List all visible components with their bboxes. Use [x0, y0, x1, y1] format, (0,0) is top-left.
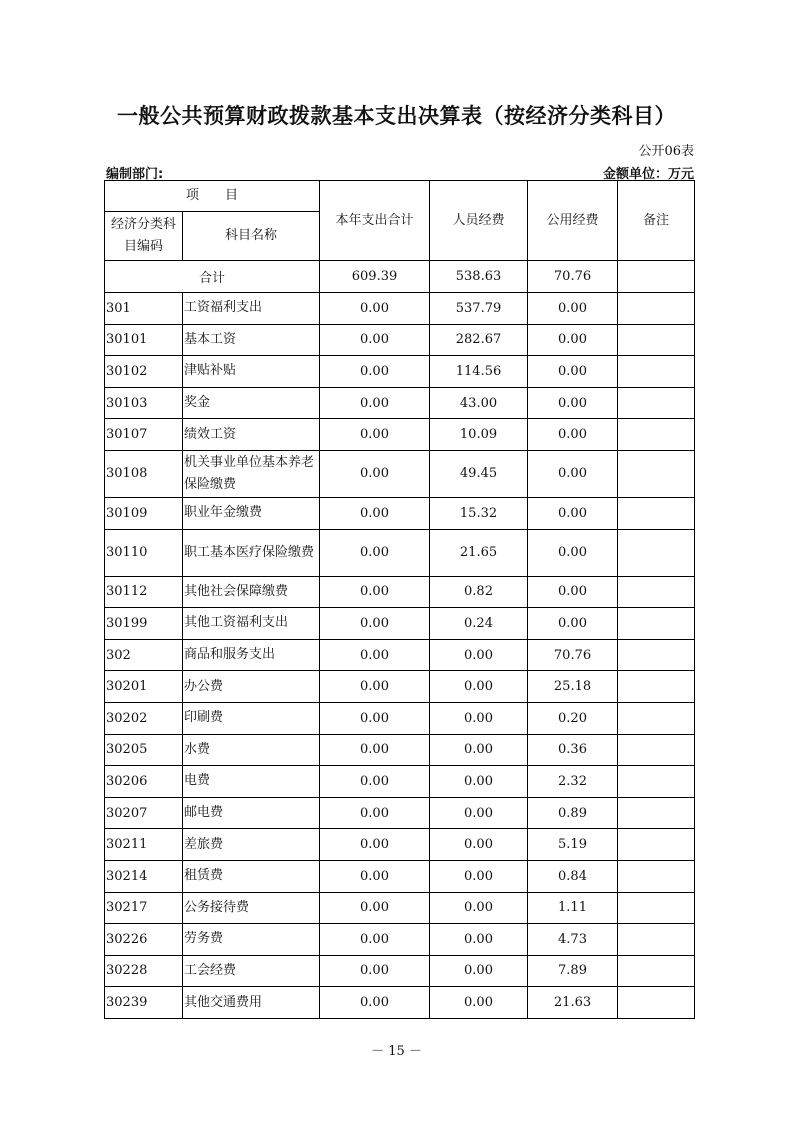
row-code: 30199 — [105, 608, 183, 640]
row-total: 0.00 — [320, 497, 430, 529]
row-name: 奖金 — [183, 387, 320, 419]
row-name: 邮电费 — [183, 797, 320, 829]
row-public: 0.00 — [528, 356, 618, 388]
row-personnel: 0.00 — [430, 892, 528, 924]
table-row — [105, 497, 695, 529]
row-name: 绩效工资 — [183, 419, 320, 451]
row-name: 商品和服务支出 — [183, 639, 320, 671]
row-code: 30112 — [105, 576, 183, 608]
row-total: 0.00 — [320, 450, 430, 497]
table-row — [105, 987, 695, 1019]
row-name: 办公费 — [183, 671, 320, 703]
header-code: 经济分类科目编码 — [105, 212, 183, 261]
row-public: 1.11 — [528, 892, 618, 924]
row-total: 0.00 — [320, 293, 430, 325]
header-total: 本年支出合计 — [320, 181, 430, 261]
total-personnel: 538.63 — [430, 261, 528, 293]
row-total: 0.00 — [320, 734, 430, 766]
total-public: 70.76 — [528, 261, 618, 293]
row-code: 30214 — [105, 860, 183, 892]
row-name: 电费 — [183, 766, 320, 798]
table-row — [105, 702, 695, 734]
header-public: 公用经费 — [528, 181, 618, 261]
row-personnel: 0.24 — [430, 608, 528, 640]
row-code: 30226 — [105, 924, 183, 956]
row-personnel: 537.79 — [430, 293, 528, 325]
row-code: 30101 — [105, 324, 183, 356]
row-code: 30206 — [105, 766, 183, 798]
row-personnel: 0.82 — [430, 576, 528, 608]
row-note — [618, 387, 695, 419]
row-total: 0.00 — [320, 324, 430, 356]
row-public: 0.20 — [528, 702, 618, 734]
form-code: 公开06表 — [638, 144, 694, 159]
row-personnel: 0.00 — [430, 797, 528, 829]
row-personnel: 0.00 — [430, 734, 528, 766]
row-name: 差旅费 — [183, 829, 320, 861]
row-code: 30205 — [105, 734, 183, 766]
expenditure-table — [104, 180, 695, 1019]
table-row — [105, 293, 695, 325]
row-name: 公务接待费 — [183, 892, 320, 924]
row-code: 302 — [105, 639, 183, 671]
row-personnel: 43.00 — [430, 387, 528, 419]
row-personnel: 0.00 — [430, 924, 528, 956]
row-personnel: 10.09 — [430, 419, 528, 451]
row-note — [618, 576, 695, 608]
row-name: 机关事业单位基本养老保险缴费 — [183, 450, 320, 497]
row-name: 基本工资 — [183, 324, 320, 356]
table-row — [105, 955, 695, 987]
row-public: 0.00 — [528, 450, 618, 497]
table-row — [105, 608, 695, 640]
row-code: 30109 — [105, 497, 183, 529]
row-personnel: 0.00 — [430, 671, 528, 703]
table-row — [105, 387, 695, 419]
row-note — [618, 671, 695, 703]
total-note — [618, 261, 695, 293]
table-row — [105, 419, 695, 451]
row-code: 30202 — [105, 702, 183, 734]
row-public: 70.76 — [528, 639, 618, 671]
page-title: 一般公共预算财政拨款基本支出决算表（按经济分类科目） — [117, 104, 676, 128]
row-note — [618, 702, 695, 734]
row-note — [618, 608, 695, 640]
row-note — [618, 734, 695, 766]
row-name: 工会经费 — [183, 955, 320, 987]
table-row — [105, 892, 695, 924]
row-public: 4.73 — [528, 924, 618, 956]
row-note — [618, 797, 695, 829]
row-note — [618, 860, 695, 892]
row-code: 30107 — [105, 419, 183, 451]
row-public: 0.00 — [528, 387, 618, 419]
row-public: 0.00 — [528, 293, 618, 325]
table-row — [105, 829, 695, 861]
row-public: 0.84 — [528, 860, 618, 892]
row-note — [618, 450, 695, 497]
table-row — [105, 797, 695, 829]
table-row — [105, 766, 695, 798]
row-public: 0.00 — [528, 497, 618, 529]
table-row — [105, 924, 695, 956]
row-note — [618, 293, 695, 325]
row-personnel: 282.67 — [430, 324, 528, 356]
header-personnel: 人员经费 — [430, 181, 528, 261]
row-personnel: 0.00 — [430, 987, 528, 1019]
row-personnel: 15.32 — [430, 497, 528, 529]
header-item: 项 目 — [105, 181, 320, 212]
total-label: 合计 — [105, 261, 320, 293]
row-note — [618, 639, 695, 671]
row-name: 职业年金缴费 — [183, 497, 320, 529]
row-code: 301 — [105, 293, 183, 325]
row-name: 津贴补贴 — [183, 356, 320, 388]
row-code: 30211 — [105, 829, 183, 861]
row-personnel: 0.00 — [430, 702, 528, 734]
row-personnel: 0.00 — [430, 766, 528, 798]
row-total: 0.00 — [320, 671, 430, 703]
row-note — [618, 497, 695, 529]
row-code: 30217 — [105, 892, 183, 924]
department-label: 编制部门: — [106, 167, 164, 182]
row-public: 0.00 — [528, 576, 618, 608]
row-code: 30110 — [105, 529, 183, 576]
row-note — [618, 829, 695, 861]
row-code: 30103 — [105, 387, 183, 419]
row-note — [618, 987, 695, 1019]
row-name: 租赁费 — [183, 860, 320, 892]
row-public: 21.63 — [528, 987, 618, 1019]
row-total: 0.00 — [320, 892, 430, 924]
row-public: 2.32 — [528, 766, 618, 798]
row-name: 其他工资福利支出 — [183, 608, 320, 640]
table-row — [105, 450, 695, 497]
header-note: 备注 — [618, 181, 695, 261]
row-total: 0.00 — [320, 955, 430, 987]
table-row — [105, 356, 695, 388]
row-personnel: 49.45 — [430, 450, 528, 497]
row-total: 0.00 — [320, 829, 430, 861]
row-personnel: 0.00 — [430, 955, 528, 987]
table-row — [105, 529, 695, 576]
row-name: 工资福利支出 — [183, 293, 320, 325]
row-personnel: 0.00 — [430, 639, 528, 671]
row-note — [618, 529, 695, 576]
row-public: 0.00 — [528, 419, 618, 451]
row-note — [618, 892, 695, 924]
row-note — [618, 324, 695, 356]
row-code: 30207 — [105, 797, 183, 829]
row-total: 0.00 — [320, 576, 430, 608]
row-public: 5.19 — [528, 829, 618, 861]
row-note — [618, 955, 695, 987]
row-name: 劳务费 — [183, 924, 320, 956]
total-sum: 609.39 — [320, 261, 430, 293]
table-row — [105, 860, 695, 892]
row-public: 0.36 — [528, 734, 618, 766]
row-note — [618, 356, 695, 388]
page-number: － 15 － — [371, 1044, 422, 1059]
row-note — [618, 766, 695, 798]
row-total: 0.00 — [320, 356, 430, 388]
row-public: 0.00 — [528, 529, 618, 576]
row-total: 0.00 — [320, 387, 430, 419]
row-public: 25.18 — [528, 671, 618, 703]
row-name: 印刷费 — [183, 702, 320, 734]
row-personnel: 0.00 — [430, 829, 528, 861]
row-total: 0.00 — [320, 608, 430, 640]
row-total: 0.00 — [320, 419, 430, 451]
row-total: 0.00 — [320, 639, 430, 671]
row-code: 30201 — [105, 671, 183, 703]
row-public: 0.00 — [528, 608, 618, 640]
unit-label: 金额单位：万元 — [602, 167, 694, 182]
row-note — [618, 419, 695, 451]
row-name: 其他交通费用 — [183, 987, 320, 1019]
row-total: 0.00 — [320, 924, 430, 956]
row-total: 0.00 — [320, 529, 430, 576]
table-row — [105, 671, 695, 703]
row-personnel: 114.56 — [430, 356, 528, 388]
total-row — [105, 261, 695, 293]
row-name: 职工基本医疗保险缴费 — [183, 529, 320, 576]
row-code: 30228 — [105, 955, 183, 987]
table-row — [105, 734, 695, 766]
row-name: 其他社会保障缴费 — [183, 576, 320, 608]
row-public: 7.89 — [528, 955, 618, 987]
row-code: 30102 — [105, 356, 183, 388]
row-total: 0.00 — [320, 766, 430, 798]
row-code: 30108 — [105, 450, 183, 497]
row-total: 0.00 — [320, 702, 430, 734]
row-name: 水费 — [183, 734, 320, 766]
row-personnel: 0.00 — [430, 860, 528, 892]
row-public: 0.89 — [528, 797, 618, 829]
header-name: 科目名称 — [183, 212, 320, 261]
row-total: 0.00 — [320, 987, 430, 1019]
row-total: 0.00 — [320, 797, 430, 829]
row-total: 0.00 — [320, 860, 430, 892]
table-row — [105, 639, 695, 671]
row-personnel: 21.65 — [430, 529, 528, 576]
table-row — [105, 324, 695, 356]
row-note — [618, 924, 695, 956]
table-row — [105, 576, 695, 608]
row-code: 30239 — [105, 987, 183, 1019]
row-public: 0.00 — [528, 324, 618, 356]
